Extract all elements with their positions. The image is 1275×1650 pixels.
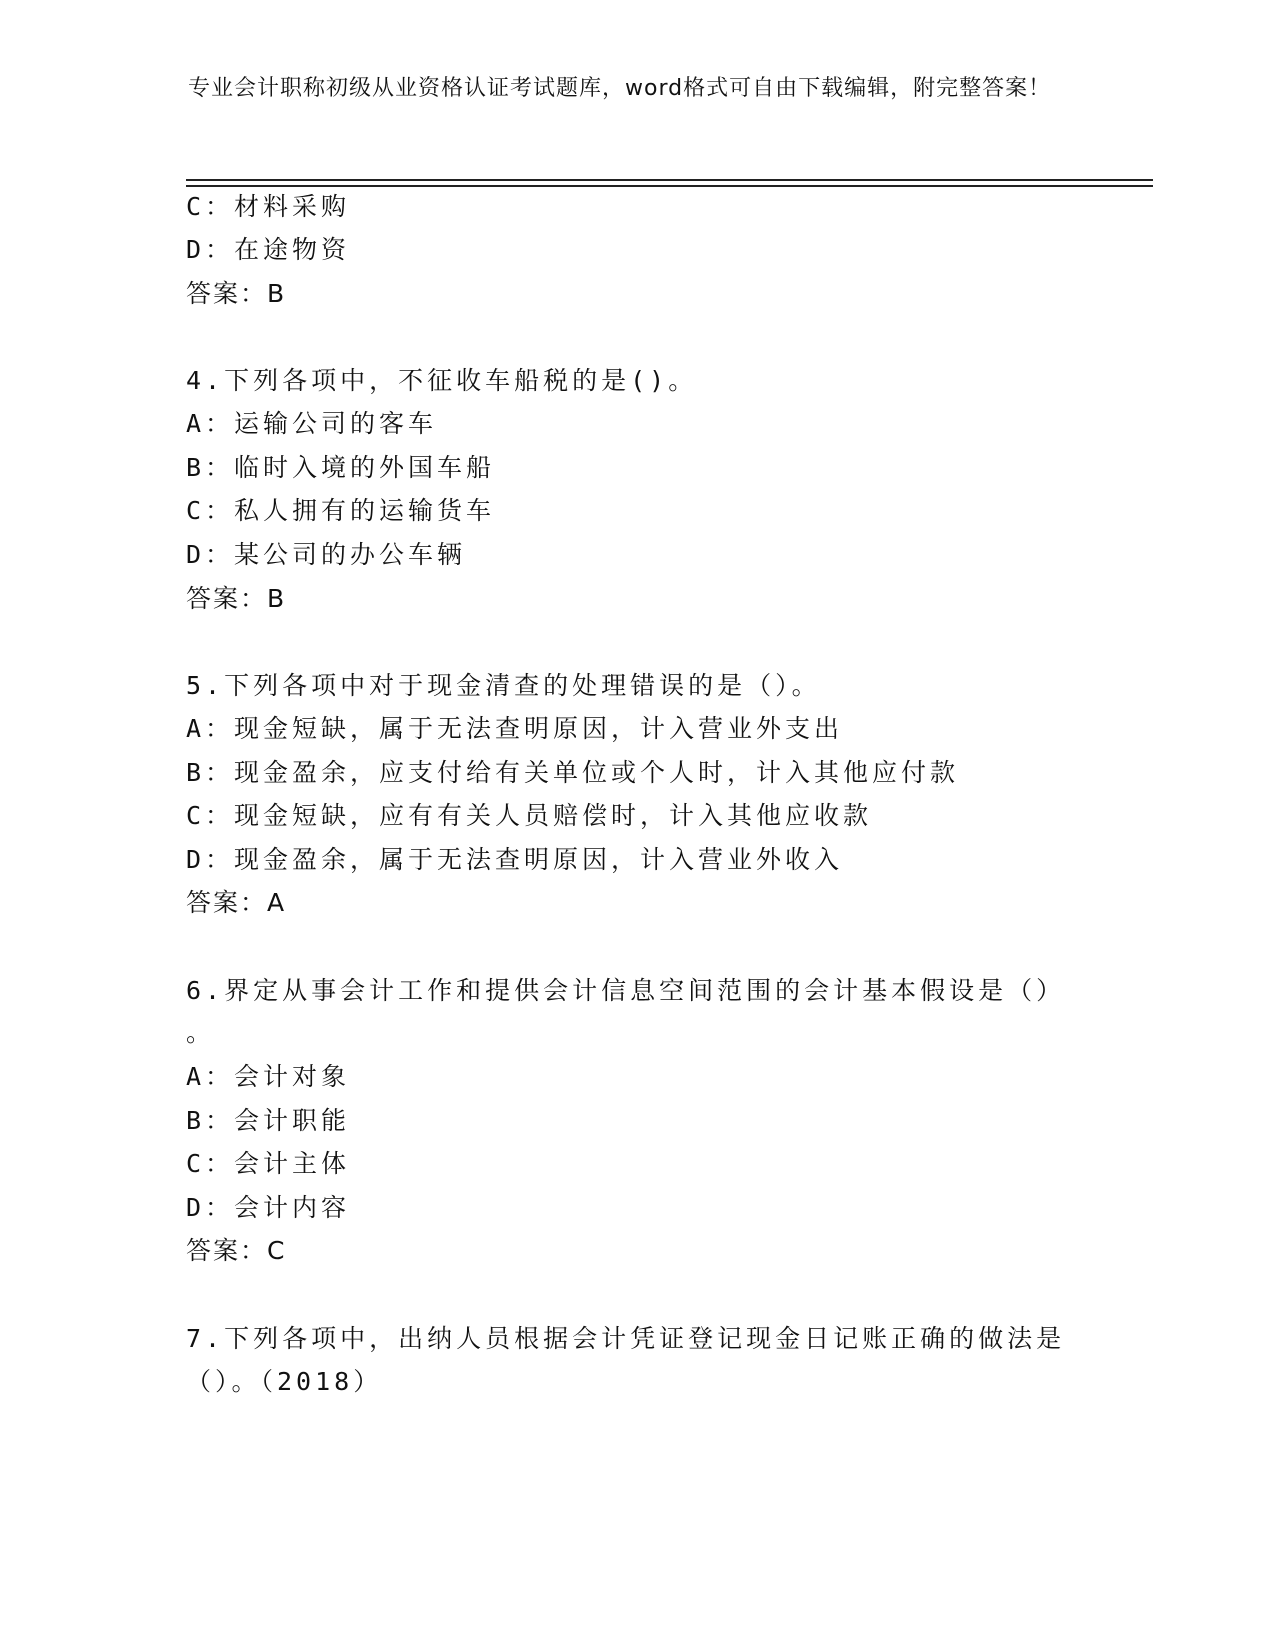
q7-stem-line1: 7.下列各项中，出纳人员根据会计凭证登记现金日记账正确的做法是 bbox=[186, 1324, 1066, 1353]
q5-option-b: B：现金盈余，应支付给有关单位或个人时，计入其他应付款 bbox=[186, 758, 960, 787]
header-divider-top bbox=[186, 179, 1153, 181]
document-header: 专业会计职称初级从业资格认证考试题库，word格式可自由下载编辑，附完整答案！ bbox=[188, 76, 1052, 101]
q5-stem: 5.下列各项中对于现金清查的处理错误的是（）。 bbox=[186, 671, 821, 700]
q4-stem: 4.下列各项中，不征收车船税的是()。 bbox=[186, 366, 698, 395]
q7-stem-line2: （）。（2018） bbox=[186, 1367, 383, 1396]
q4-option-b: B：临时入境的外国车船 bbox=[186, 453, 496, 482]
q4-option-c: C：私人拥有的运输货车 bbox=[186, 496, 496, 525]
q6-stem-line1: 6.界定从事会计工作和提供会计信息空间范围的会计基本假设是（） bbox=[186, 976, 1066, 1005]
q5-option-c: C：现金短缺，应有有关人员赔偿时，计入其他应收款 bbox=[186, 801, 873, 830]
header-divider-bottom bbox=[186, 185, 1153, 187]
q6-option-c: C：会计主体 bbox=[186, 1149, 351, 1178]
q4-answer: 答案：B bbox=[186, 584, 287, 613]
q6-stem-line2: 。 bbox=[186, 1018, 216, 1047]
q6-answer: 答案：C bbox=[186, 1236, 287, 1265]
q6-option-a: A：会计对象 bbox=[186, 1062, 351, 1091]
prev-option-d: D：在途物资 bbox=[186, 235, 351, 264]
q6-option-b: B：会计职能 bbox=[186, 1106, 351, 1135]
prev-option-c: C：材料采购 bbox=[186, 192, 351, 221]
q5-answer: 答案：A bbox=[186, 888, 287, 917]
q4-option-d: D：某公司的办公车辆 bbox=[186, 540, 467, 569]
q4-option-a: A：运输公司的客车 bbox=[186, 409, 438, 438]
q6-option-d: D：会计内容 bbox=[186, 1193, 351, 1222]
q5-option-a: A：现金短缺，属于无法查明原因，计入营业外支出 bbox=[186, 714, 844, 743]
prev-answer: 答案：B bbox=[186, 279, 287, 308]
q5-option-d: D：现金盈余，属于无法查明原因，计入营业外收入 bbox=[186, 845, 844, 874]
